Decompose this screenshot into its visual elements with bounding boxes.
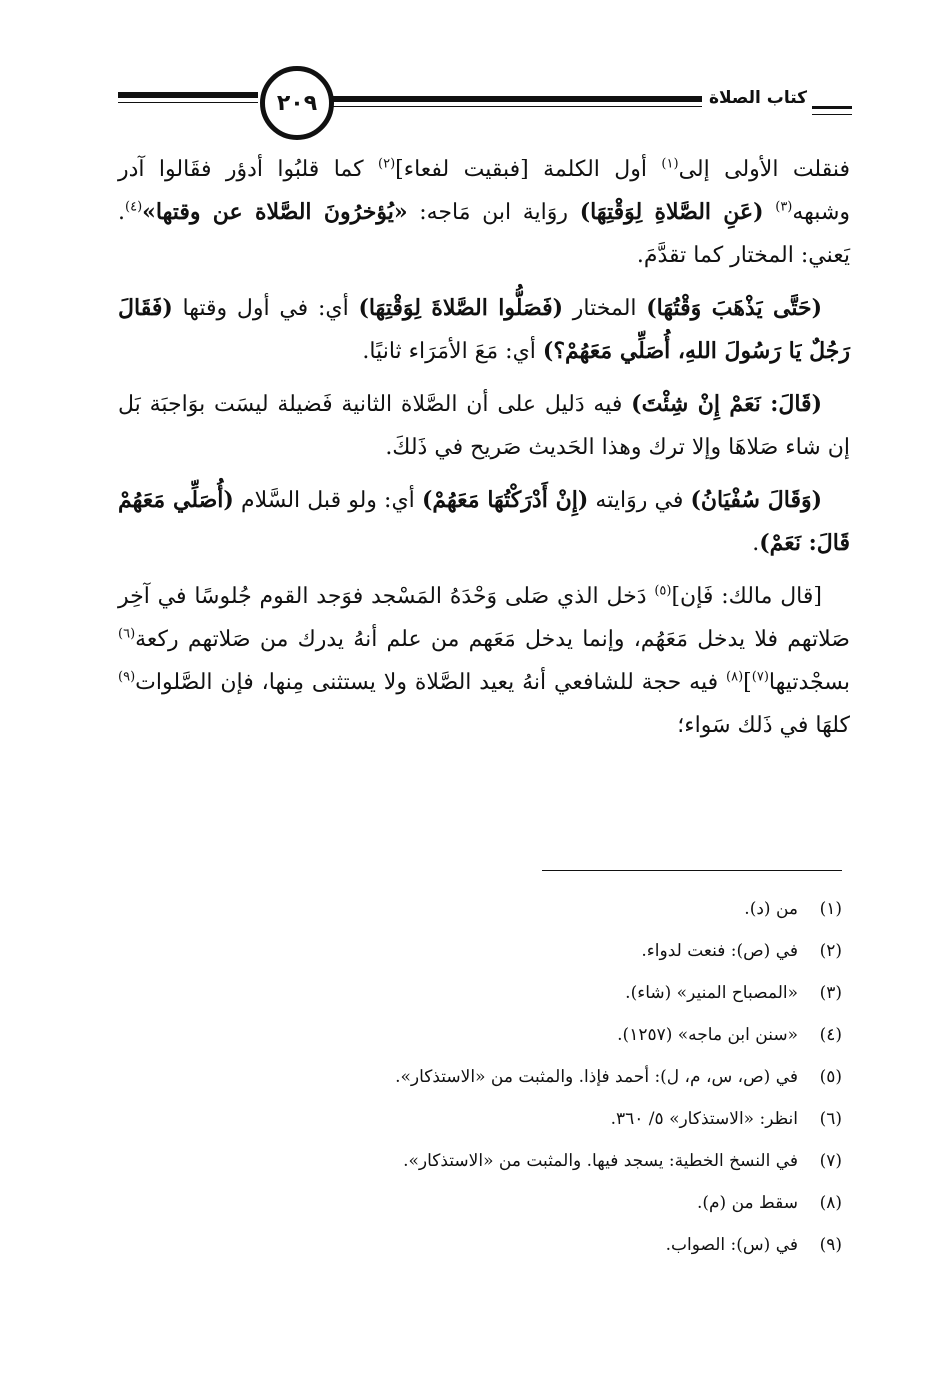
quoted-text: (فَصَلُّوا الصَّلاةَ لِوَقْتِهَا) (358, 295, 564, 321)
footnote-ref: (٩) (118, 669, 136, 685)
footnote (120, 1140, 842, 1182)
footnote (120, 888, 842, 930)
footnote-text: في (س): الصواب. (665, 1235, 798, 1255)
paragraph (118, 148, 850, 277)
quoted-text: (وَقَالَ سُفْيَانُ) (690, 487, 822, 513)
text-run: دَخل الذي صَلى وَحْدَهُ المَسْجد فوَجد القوم جُلوسًا في آخِر صَلاتهم فلا يدخل مَعَهُم، وإنما يدخل مَعَهم من علم أنهُ يدرك من صَلاتهم ركعة (118, 584, 850, 652)
quoted-text: (عَنِ الصَّلاةِ لِوَقْتِهَا) (579, 199, 764, 225)
quoted-text: (إِنْ أَدْرَكْتُهَا مَعَهُمْ) (421, 487, 589, 513)
footnotes (120, 888, 842, 1266)
header-rule (118, 92, 258, 98)
footnote-text: «المصباح المنير» (شاء). (625, 983, 798, 1003)
footnote (120, 1056, 842, 1098)
text-run: فيه حجة للشافعي أنهُ يعيد الصَّلاة ولا يستثنى مِنها، فإن الصَّلوات (135, 670, 727, 695)
quoted-text: «يُؤخرُونَ الصَّلاة عن وقتها» (142, 199, 408, 225)
text-run: . (752, 531, 760, 556)
header-rule (118, 102, 258, 103)
quoted-text: (قَالَ: نَعَمْ إِنْ شِئْتَ) (631, 391, 822, 417)
footnote-number: (٧) (819, 1151, 842, 1171)
footnote (120, 1182, 842, 1224)
text-run: كما قلبُوا أدؤر فقَالوا آدر وشبهه (118, 157, 851, 225)
footnote-text: في (ص، س، م، ل): أحمد فإذا. والمثبت من «الاستذكار». (395, 1067, 798, 1087)
main-text (118, 148, 850, 757)
chapter-title: كتاب الصلاة (708, 88, 808, 108)
title-underline (812, 114, 852, 115)
footnote-ref: (٧) (751, 669, 769, 685)
text-run: أي: في أول وقتها (172, 296, 359, 321)
footnote-text: في (ص): فنعت لدواء. (641, 941, 798, 961)
footnote-ref: (٢) (378, 156, 396, 172)
footnote (120, 1014, 842, 1056)
title-underline (812, 106, 852, 109)
footnote-ref: (١) (661, 156, 679, 172)
footnote (120, 1098, 842, 1140)
footnote-separator (542, 870, 842, 871)
footnote-number: (٨) (819, 1193, 842, 1213)
text-run: بسجْدتيها (768, 670, 850, 695)
text-run: فيه دَليل على أن الصَّلاة الثانية فَضيلة ليسَت بوَاجبَة بَل إن شاء صَلاهَا وإلا ترك وهذا الحَديث صَريح في ذَلكَ. (118, 392, 850, 460)
footnote-text: «سنن ابن ماجه» (١٢٥٧). (617, 1025, 798, 1045)
footnote-number: (٦) (819, 1109, 842, 1129)
footnote-ref: (٤) (125, 199, 143, 215)
footnote (120, 1224, 842, 1266)
text-run: ] (743, 670, 752, 695)
paragraph (118, 479, 850, 565)
page-number: ٢٠٩ (260, 66, 334, 140)
quoted-text: (حَتَّى يَذْهَبَ وَقْتُهَا) (646, 295, 822, 321)
footnote-ref: (٥) (654, 583, 672, 599)
text-run: . يَعني: المختار كما تقدَّمَ. (118, 200, 850, 268)
paragraph (118, 287, 850, 373)
footnote-number: (١) (819, 899, 842, 919)
text-run: أول الكلمة [فبقيت لفعاء] (395, 157, 662, 182)
footnote (120, 930, 842, 972)
footnote-ref: (٨) (726, 669, 744, 685)
footnote-number: (٣) (819, 983, 842, 1003)
text-run: فنقلت الأولى إلى (678, 157, 851, 182)
quoted-text: (أُصَلِّي مَعَهُمْ قَالَ: نَعَمْ) (118, 487, 850, 556)
quoted-text: (فَقَالَ رَجُلٌ يَا رَسُولَ اللهِ، أُصَلِّي مَعَهُمْ؟) (118, 295, 850, 364)
page-header (110, 62, 852, 162)
text-run: أي: ولو قبل السَّلام (233, 488, 422, 513)
footnote-text: انظر: «الاستذكار» ٥/ ٣٦٠. (610, 1109, 798, 1129)
footnote-number: (٥) (819, 1067, 842, 1087)
paragraph (118, 575, 850, 747)
text-run: [قال مالك: فَإن] (671, 584, 822, 609)
text-run (764, 200, 776, 225)
text-run: كلهَا في ذَلك سَواء؛ (677, 713, 850, 738)
header-rule (332, 106, 702, 107)
text-run: روَاية ابن مَاجه: (407, 200, 580, 225)
header-rule (332, 96, 702, 102)
footnote-ref: (٣) (775, 199, 793, 215)
footnote-ref: (٦) (118, 626, 136, 642)
footnote (120, 972, 842, 1014)
paragraph (118, 383, 850, 469)
text-run: في روَايته (588, 488, 691, 513)
text-run: أي: مَعَ الأمَرَاء ثانيًا. (362, 339, 543, 364)
footnote-number: (٤) (819, 1025, 842, 1045)
footnote-number: (٩) (819, 1235, 842, 1255)
text-run: المختار (563, 296, 647, 321)
footnote-text: في النسخ الخطية: يسجد فيها. والمثبت من «الاستذكار». (403, 1151, 798, 1171)
footnote-number: (٢) (819, 941, 842, 961)
footnote-text: من (د). (744, 899, 798, 919)
footnote-text: سقط من (م). (696, 1193, 798, 1213)
